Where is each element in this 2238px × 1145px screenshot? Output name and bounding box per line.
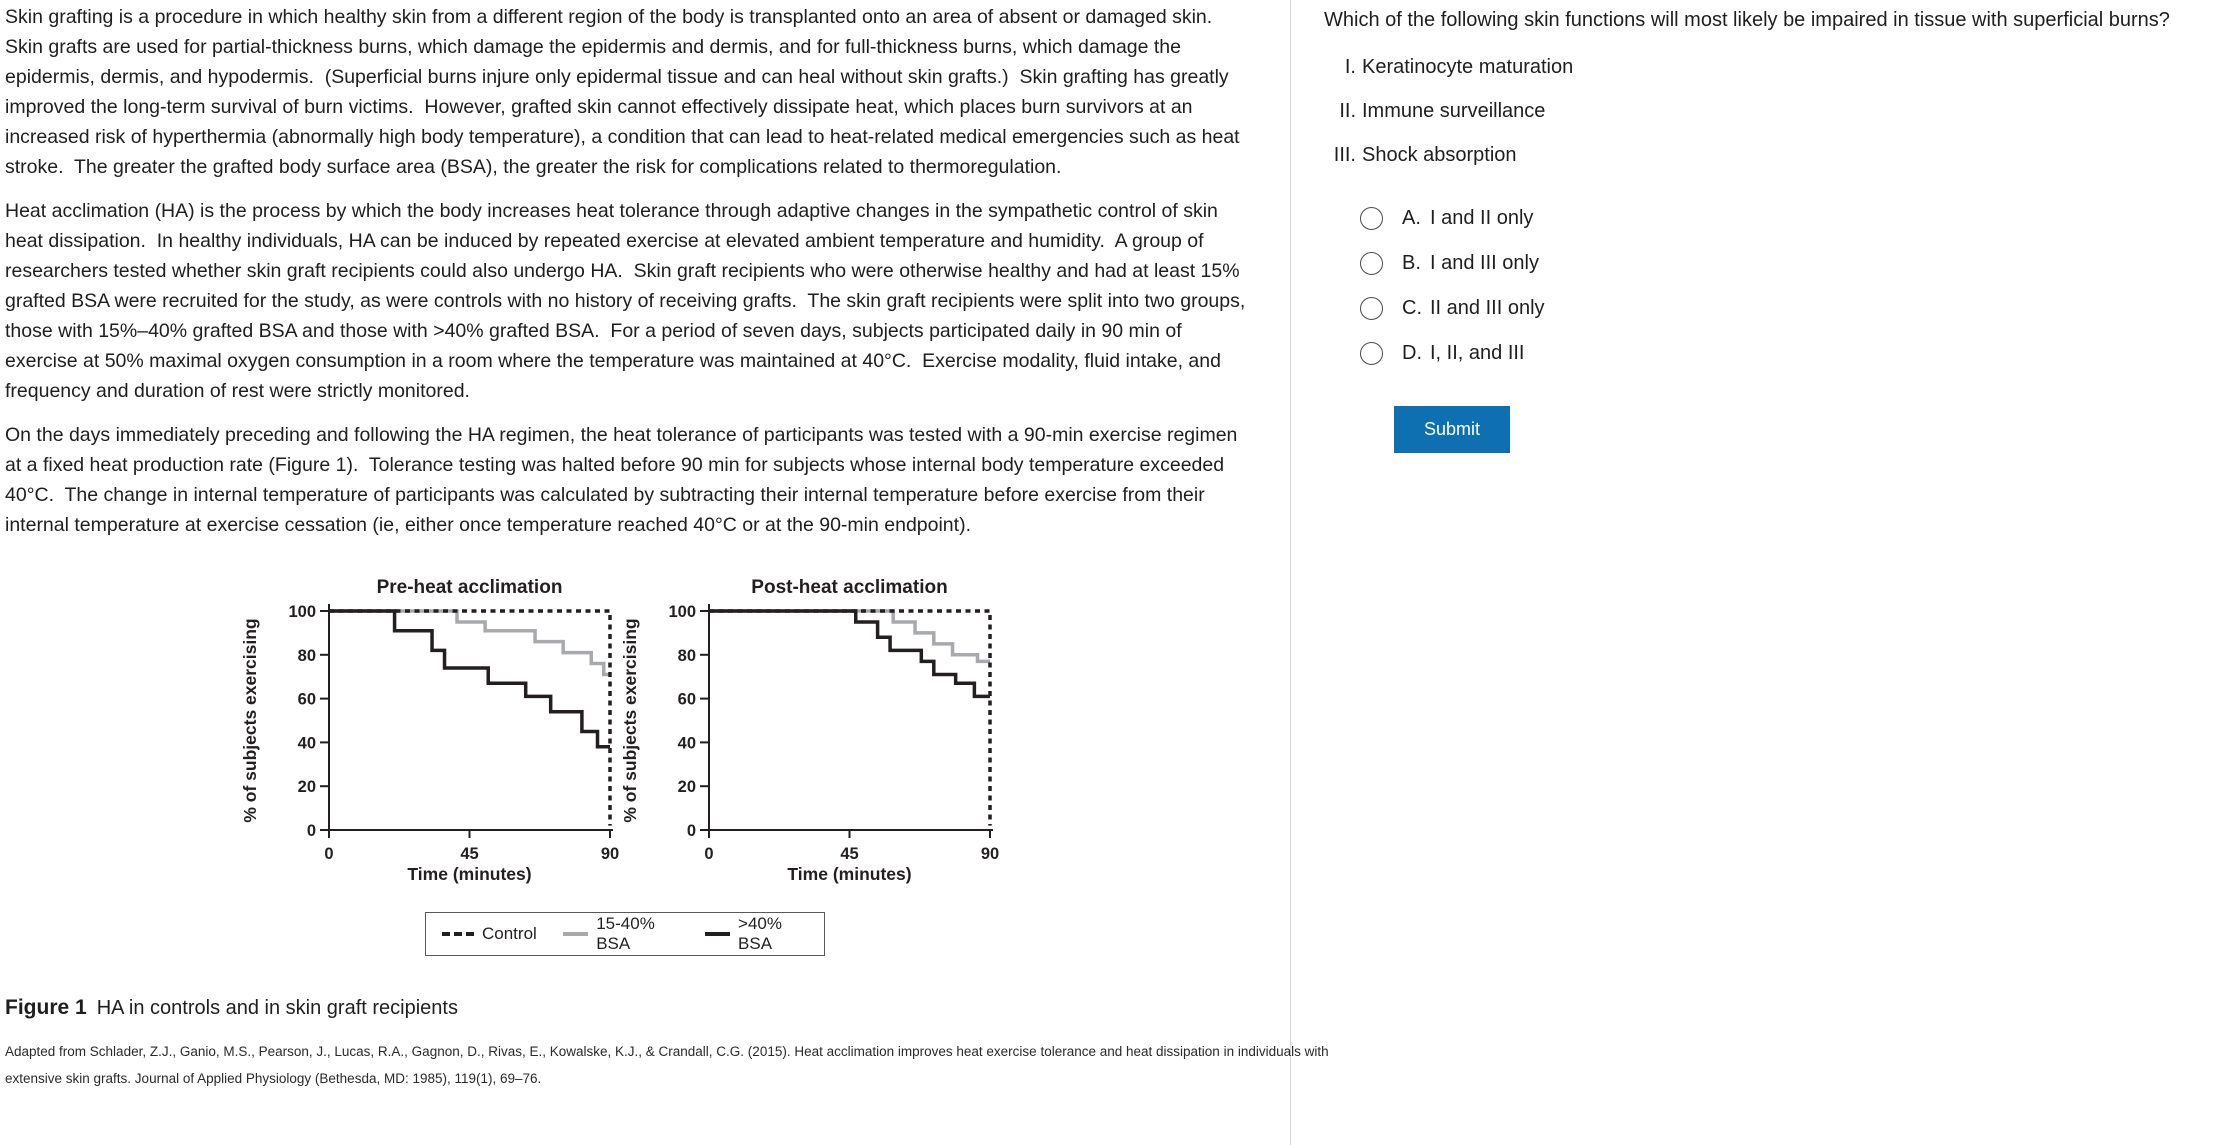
option-b[interactable]: [1324, 248, 2238, 278]
svg-text:0: 0: [686, 822, 696, 840]
option-d[interactable]: [1324, 338, 2238, 368]
svg-text:40: 40: [677, 734, 696, 753]
svg-text:60: 60: [677, 690, 696, 709]
option-d-text: I, II, and III: [1430, 341, 1525, 364]
submit-button[interactable]: Submit: [1394, 406, 1510, 453]
legend-label: >40% BSA: [738, 914, 782, 953]
chart-post-heat-acclimation: [620, 569, 1000, 884]
statement-2-numeral: II.: [1339, 100, 1356, 122]
option-d-letter: D.: [1402, 341, 1422, 364]
svg-text:60: 60: [297, 690, 316, 709]
control-dashed-line-icon: [442, 932, 474, 937]
post-heat-chart: [620, 569, 1000, 889]
control-series: [329, 611, 610, 826]
figure-caption-label: Figure 1: [5, 996, 87, 1019]
option-b-letter: B.: [1402, 251, 1421, 274]
option-b-radio[interactable]: [1360, 252, 1383, 275]
axes: [709, 604, 993, 830]
x-axis-label: Time (minutes): [407, 864, 532, 884]
svg-text:80: 80: [297, 646, 316, 665]
svg-text:20: 20: [677, 778, 696, 797]
svg-text:45: 45: [840, 845, 859, 863]
answer-options: [1324, 203, 2238, 368]
statement-2: [1324, 96, 2238, 126]
legend-label: Control: [482, 924, 537, 943]
legend-item-15-40-bsa: [563, 914, 679, 954]
legend-item-40-bsa: [705, 914, 808, 954]
passage-paragraph-3: On the days immediately preceding and following the HA regimen, the heat tolerance of participants was tested with a 90-min exercise regimen at a fixed heat production rate (Figure 1). Tolerance testing was halted before 90 min for subjects whose internal body temperature exceeded 40°C. The change in internal temperature of participants was calculated by subtracting their internal temperature before exercise from their internal temperature at exercise cessation (ie, either once temperature reached 40°C or at the 90-min endpoint).: [5, 424, 1243, 536]
statement-1: [1324, 52, 2238, 82]
option-b-text: I and III only: [1430, 251, 1539, 274]
legend-item-control: [442, 924, 537, 944]
option-a-text: I and II only: [1430, 206, 1534, 229]
15-40-bsa-series: [329, 611, 610, 675]
question-panel: [1292, 0, 2238, 1145]
pre-heat-chart: [240, 569, 620, 889]
question-text: Which of the following skin functions will most likely be impaired in tissue with superficial burns?: [1324, 9, 2170, 31]
citation-line-1: Adapted from Schlader, Z.J., Ganio, M.S., Pearson, J., Lucas, R.A., Gagnon, D., Rivas, E., Kowalske, K.J., & Crandall, C.G. (2015). Heat acclimation improves heat exercise tolerance and heat dissipation in individuals with: [5, 1044, 1329, 1059]
svg-text:100: 100: [668, 603, 696, 621]
-40-bsa-series: [329, 611, 610, 747]
legend-label: 15-40% BSA: [596, 914, 655, 953]
black-line-icon: [705, 932, 730, 937]
svg-text:45: 45: [460, 845, 479, 863]
passage-paragraph-1: Skin grafting is a procedure in which healthy skin from a different region of the body is transplanted onto an area of absent or damaged skin. Skin grafts are used for partial-thickness burns, which damage the epidermis and dermis, and for full-thickness burns, which damage the epidermis, dermis, and hypodermis. (Superficial burns injure only epidermal tissue and can heal without skin grafts.) Skin grafting has greatly improved the long-term survival of burn victims. However, grafted skin cannot effectively dissipate heat, which places burn survivors at an increased risk of hyperthermia (abnormally high body temperature), a condition that can lead to heat-related medical emergencies such as heat stroke. The greater the grafted body surface area (BSA), the greater the risk for complications related to thermoregulation.: [5, 6, 1246, 178]
chart-title: Pre-heat acclimation: [376, 577, 563, 598]
svg-text:20: 20: [297, 778, 316, 797]
figure-1-charts: [240, 569, 1290, 889]
option-c[interactable]: [1324, 293, 2238, 323]
svg-text:100: 100: [288, 603, 316, 621]
axes: [329, 604, 613, 830]
statement-1-numeral: I.: [1344, 56, 1356, 78]
statement-2-text: Immune surveillance: [1362, 100, 1546, 122]
figure-legend: [425, 912, 825, 956]
option-c-letter: C.: [1402, 296, 1422, 319]
option-d-radio[interactable]: [1360, 342, 1383, 365]
statement-3: [1324, 140, 2238, 170]
svg-text:0: 0: [324, 845, 334, 863]
question-statements: [1324, 52, 2238, 170]
svg-text:80: 80: [677, 646, 696, 665]
option-c-radio[interactable]: [1360, 297, 1383, 320]
chart-pre-heat-acclimation: [240, 569, 620, 884]
svg-text:90: 90: [980, 845, 1000, 863]
statement-3-numeral: III.: [1333, 144, 1356, 166]
y-axis-label: % of subjects exercising: [240, 618, 260, 823]
gray-line-icon: [563, 932, 588, 937]
figure-caption: [5, 994, 1290, 1022]
svg-text:0: 0: [704, 845, 714, 863]
option-a-radio[interactable]: [1360, 207, 1383, 230]
citation-line-2: extensive skin grafts. Journal of Applied Physiology (Bethesda, MD: 1985), 119(1), 69–76.: [5, 1071, 542, 1086]
statement-3-text: Shock absorption: [1362, 144, 1517, 166]
option-c-text: II and III only: [1430, 296, 1545, 319]
svg-text:40: 40: [297, 734, 316, 753]
x-axis-label: Time (minutes): [787, 864, 912, 884]
figure-caption-text: HA in controls and in skin graft recipients: [96, 997, 458, 1019]
-40-bsa-series: [709, 611, 990, 696]
option-a[interactable]: [1324, 203, 2238, 233]
passage-paragraph-2: Heat acclimation (HA) is the process by which the body increases heat tolerance through adaptive changes in the sympathetic control of skin heat dissipation. In healthy individuals, HA can be induced by repeated exercise at elevated ambient temperature and humidity. A group of researchers tested whether skin graft recipients could also undergo HA. Skin graft recipients who were otherwise healthy and had at least 15% grafted BSA were recruited for the study, as were controls with no history of receiving grafts. The skin graft recipients were split into two groups, those with 15%–40% grafted BSA and those with >40% grafted BSA. For a period of seven days, subjects participated daily in 90 min of exercise at 50% maximal oxygen consumption in a room where the temperature was maintained at 40°C. Exercise modality, fluid intake, and frequency and duration of rest were strictly monitored.: [5, 200, 1251, 402]
svg-text:90: 90: [600, 845, 620, 863]
y-axis-label: % of subjects exercising: [620, 618, 640, 823]
option-a-letter: A.: [1402, 206, 1421, 229]
chart-title: Post-heat acclimation: [751, 577, 948, 598]
svg-text:0: 0: [306, 822, 316, 840]
statement-1-text: Keratinocyte maturation: [1362, 56, 1574, 78]
figure-citation: [5, 1038, 1329, 1092]
15-40-bsa-series: [709, 611, 990, 661]
